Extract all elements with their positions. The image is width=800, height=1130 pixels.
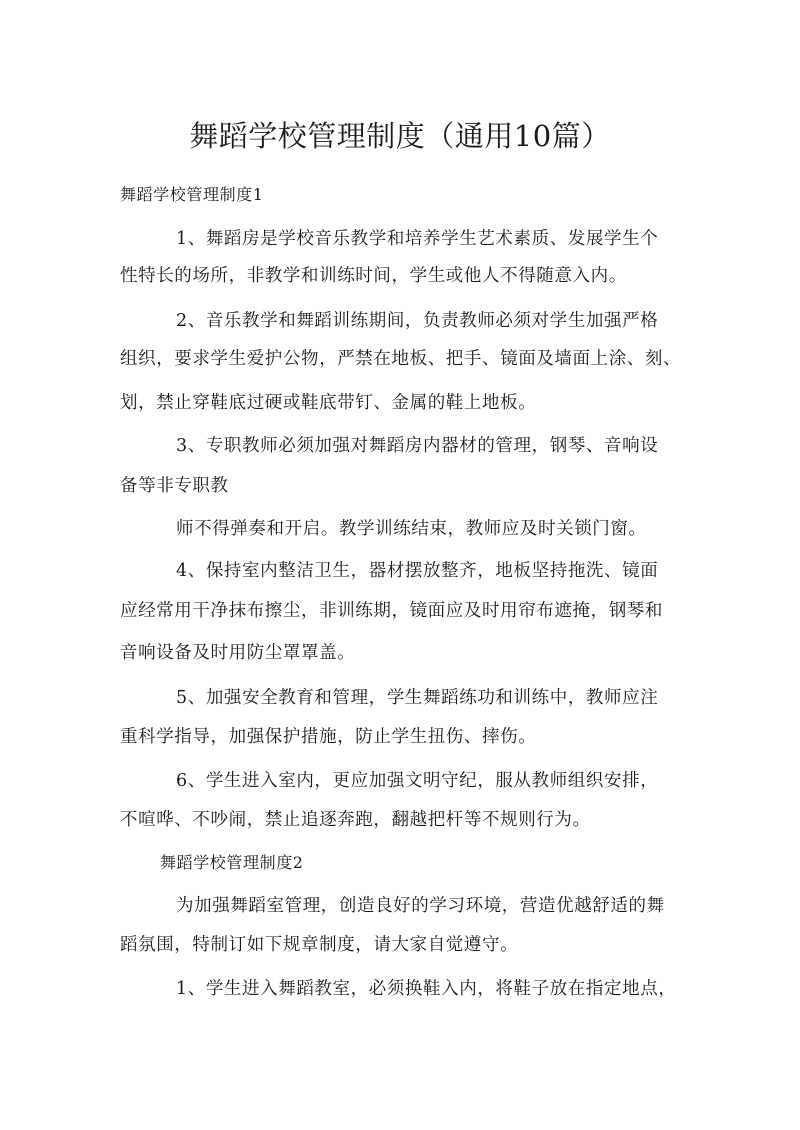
paragraph-line: 蹈氛围，特制订如下规章制度，请大家自觉遵守。 <box>120 935 519 955</box>
paragraph-line: 性特长的场所，非教学和训练时间，学生或他人不得随意入内。 <box>120 266 627 286</box>
paragraph-line: 音响设备及时用防尘罩罩盖。 <box>120 643 356 663</box>
paragraph-line: 2、音乐教学和舞蹈训练期间，负责教师必须对学生加强严格 <box>176 311 659 331</box>
document-title: 舞蹈学校管理制度（通用10篇） <box>189 119 611 153</box>
paragraph-line: 师不得弹奏和开启。教学训练结束，教师应及时关锁门窗。 <box>176 519 647 539</box>
paragraph-line: 备等非专职教 <box>120 476 229 496</box>
paragraph-line: 1、舞蹈房是学校音乐教学和培养学生艺术素质、发展学生个 <box>176 229 659 249</box>
paragraph-line: 组织，要求学生爱护公物，严禁在地板、把手、镜面及墙面上涂、刻、 <box>120 349 682 369</box>
section-heading: 舞蹈学校管理制度2 <box>160 853 304 872</box>
paragraph-line: 不喧哗、不吵闹，禁止追逐奔跑，翻越把杆等不规则行为。 <box>120 810 591 830</box>
paragraph-line: 1、学生进入舞蹈教室，必须换鞋入内，将鞋子放在指定地点， <box>176 979 677 999</box>
paragraph-line: 4、保持室内整洁卫生，器材摆放整齐，地板坚持拖洗、镜面 <box>176 561 659 581</box>
paragraph-line: 应经常用干净抹布擦尘，非训练期，镜面应及时用帘布遮掩，钢琴和 <box>120 601 663 621</box>
paragraph-line: 3、专职教师必须加强对舞蹈房内器材的管理，钢琴、音响设 <box>176 436 659 456</box>
paragraph-line: 重科学指导，加强保护措施，防止学生扭伤、摔伤。 <box>120 727 537 747</box>
section-heading: 舞蹈学校管理制度1 <box>120 185 264 204</box>
paragraph-line: 5、加强安全教育和管理，学生舞蹈练功和训练中，教师应注 <box>176 688 659 708</box>
paragraph-line: 为加强舞蹈室管理，创造良好的学习环境，营造优越舒适的舞 <box>176 896 665 916</box>
paragraph-line: 划，禁止穿鞋底过硬或鞋底带钉、金属的鞋上地板。 <box>120 393 537 413</box>
paragraph-line: 6、学生进入室内，更应加强文明守纪，服从教师组织安排， <box>176 771 659 791</box>
